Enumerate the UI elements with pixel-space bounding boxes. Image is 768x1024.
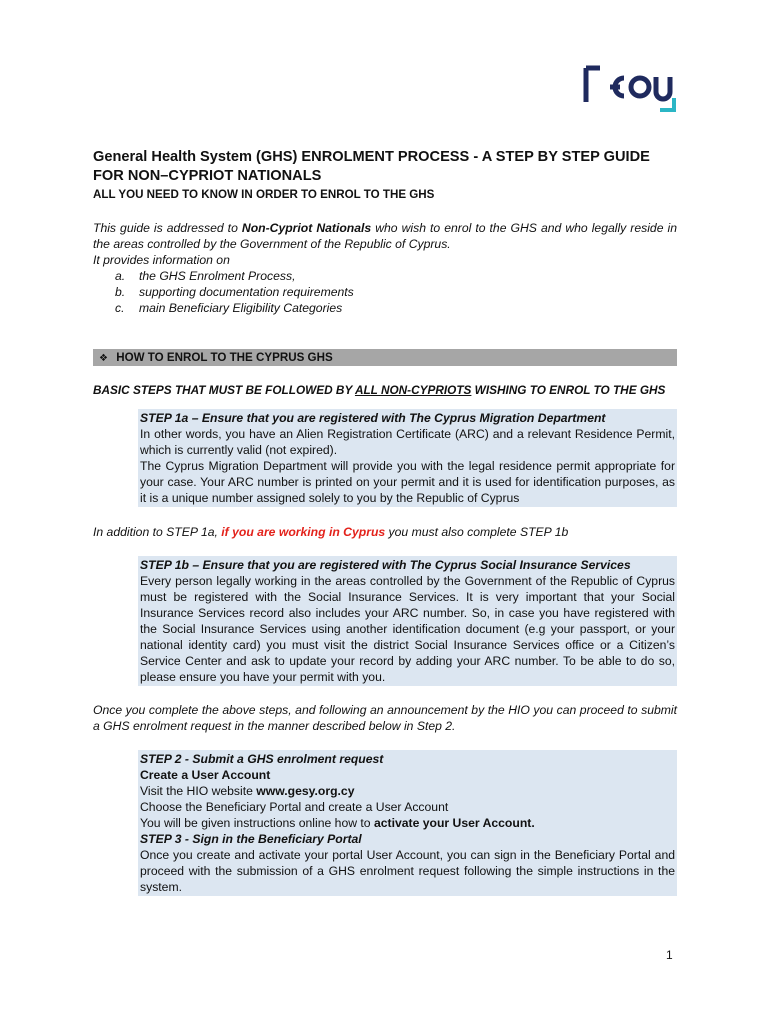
- addition-text: In addition to STEP 1a,: [93, 525, 222, 539]
- list-marker: a.: [115, 269, 126, 283]
- info-list: [93, 268, 677, 316]
- step-1a-box: [138, 409, 677, 507]
- step-2-text: You will be given instructions online how to: [140, 816, 374, 830]
- list-marker: c.: [115, 301, 125, 315]
- basic-steps-text: BASIC STEPS THAT MUST BE FOLLOWED BY: [93, 383, 355, 397]
- step-1b-box: [138, 556, 677, 686]
- basic-steps-text-end: WISHING TO ENROL TO THE GHS: [471, 383, 666, 397]
- basic-steps-heading: [93, 382, 677, 398]
- section-heading: [93, 349, 677, 366]
- step-2-box: [138, 750, 677, 896]
- addition-note: [93, 524, 677, 540]
- step-1b-heading: STEP 1b – Ensure that you are registered with The Cyprus Social Insurance Services: [140, 558, 631, 572]
- step-2-text: Visit the HIO website: [140, 784, 257, 798]
- diamond-bullet-icon: ❖: [99, 353, 108, 364]
- step-2-line: [140, 815, 675, 831]
- list-marker: b.: [115, 285, 126, 299]
- list-item-text: supporting documentation requirements: [139, 285, 354, 299]
- step-1a-paragraph: In other words, you have an Alien Registration Certificate (ARC) and a relevant Residence Permit, which is currently valid (not expired).: [140, 427, 675, 457]
- step-2-line: Create a User Account: [140, 768, 271, 782]
- intro-section: [93, 220, 677, 316]
- step-2-bold-text: activate your User Account.: [373, 816, 535, 830]
- list-item: [115, 284, 677, 300]
- intro-paragraph: [93, 220, 677, 252]
- step-2-line: [140, 783, 675, 799]
- document-title: General Health System (GHS) ENROLMENT PROCESS - A STEP BY STEP GUIDE FOR NON–CYPRIOT NATIONALS: [93, 149, 650, 184]
- page-number: 1: [666, 948, 673, 962]
- addition-text-end: you must also complete STEP 1b: [385, 525, 569, 539]
- step-3-paragraph: Once you create and activate your portal User Account, you can sign in the Beneficiary Portal and proceed with the submission of a GHS enrolment request following the simple instructions in the system.: [140, 848, 675, 894]
- section-title: HOW TO ENROL TO THE CYPRUS GHS: [116, 351, 333, 364]
- list-item-text: main Beneficiary Eligibility Categories: [139, 301, 343, 315]
- once-paragraph: Once you complete the above steps, and following an announcement by the HIO you can proceed to submit a GHS enrolment request in the manner described below in Step 2.: [93, 703, 677, 733]
- step-1a-heading: STEP 1a – Ensure that you are registered with The Cyprus Migration Department: [140, 411, 606, 425]
- step-3-heading: STEP 3 - Sign in the Beneficiary Portal: [140, 832, 362, 846]
- document-subtitle: ALL YOU NEED TO KNOW IN ORDER TO ENROL TO THE GHS: [93, 188, 435, 201]
- list-item: [115, 300, 677, 316]
- intro-text: This guide is addressed to: [93, 221, 242, 235]
- gesy-website-link[interactable]: www.gesy.org.cy: [256, 784, 355, 798]
- list-item: [115, 268, 677, 284]
- step-2-line: Choose the Beneficiary Portal and create a User Account: [140, 800, 449, 814]
- geou-logo: [580, 60, 680, 116]
- intro-bold-text: Non-Cypriot Nationals: [241, 221, 372, 235]
- step-1b-paragraph: Every person legally working in the areas controlled by the Government of the Republic of Cyprus must be registered with the Social Insurance Services. It is very important that your Social Insurance Services record also includes your ARC number. So, in case you have registered with the Social Insurance Services using another identification document (e.g your passport, or your national identity card) you must visit the district Social Insurance Services office or a Citizen’s Service Center and ask to update your record by adding your ARC number. To be able to do so, please ensure you have your permit with you.: [140, 574, 675, 684]
- intro-provides: It provides information on: [93, 253, 230, 267]
- list-item-text: the GHS Enrolment Process,: [139, 269, 296, 283]
- step-1a-paragraph: The Cyprus Migration Department will provide you with the legal residence permit appropriate for your case. Your ARC number is printed on your permit and it is used for identification purposes, as it is a unique number assigned solely to you by the Republic of Cyprus: [140, 459, 675, 505]
- addition-highlight: if you are working in Cyprus: [221, 525, 386, 539]
- intro-text-end: who wish to enrol to the GHS and who legally reside in the areas controlled by the Government of the Republic of Cyprus.: [93, 221, 678, 251]
- document-body: [93, 148, 677, 896]
- basic-steps-underlined: ALL NON-CYPRIOTS: [354, 383, 472, 397]
- step-2-heading: STEP 2 - Submit a GHS enrolment request: [140, 752, 384, 766]
